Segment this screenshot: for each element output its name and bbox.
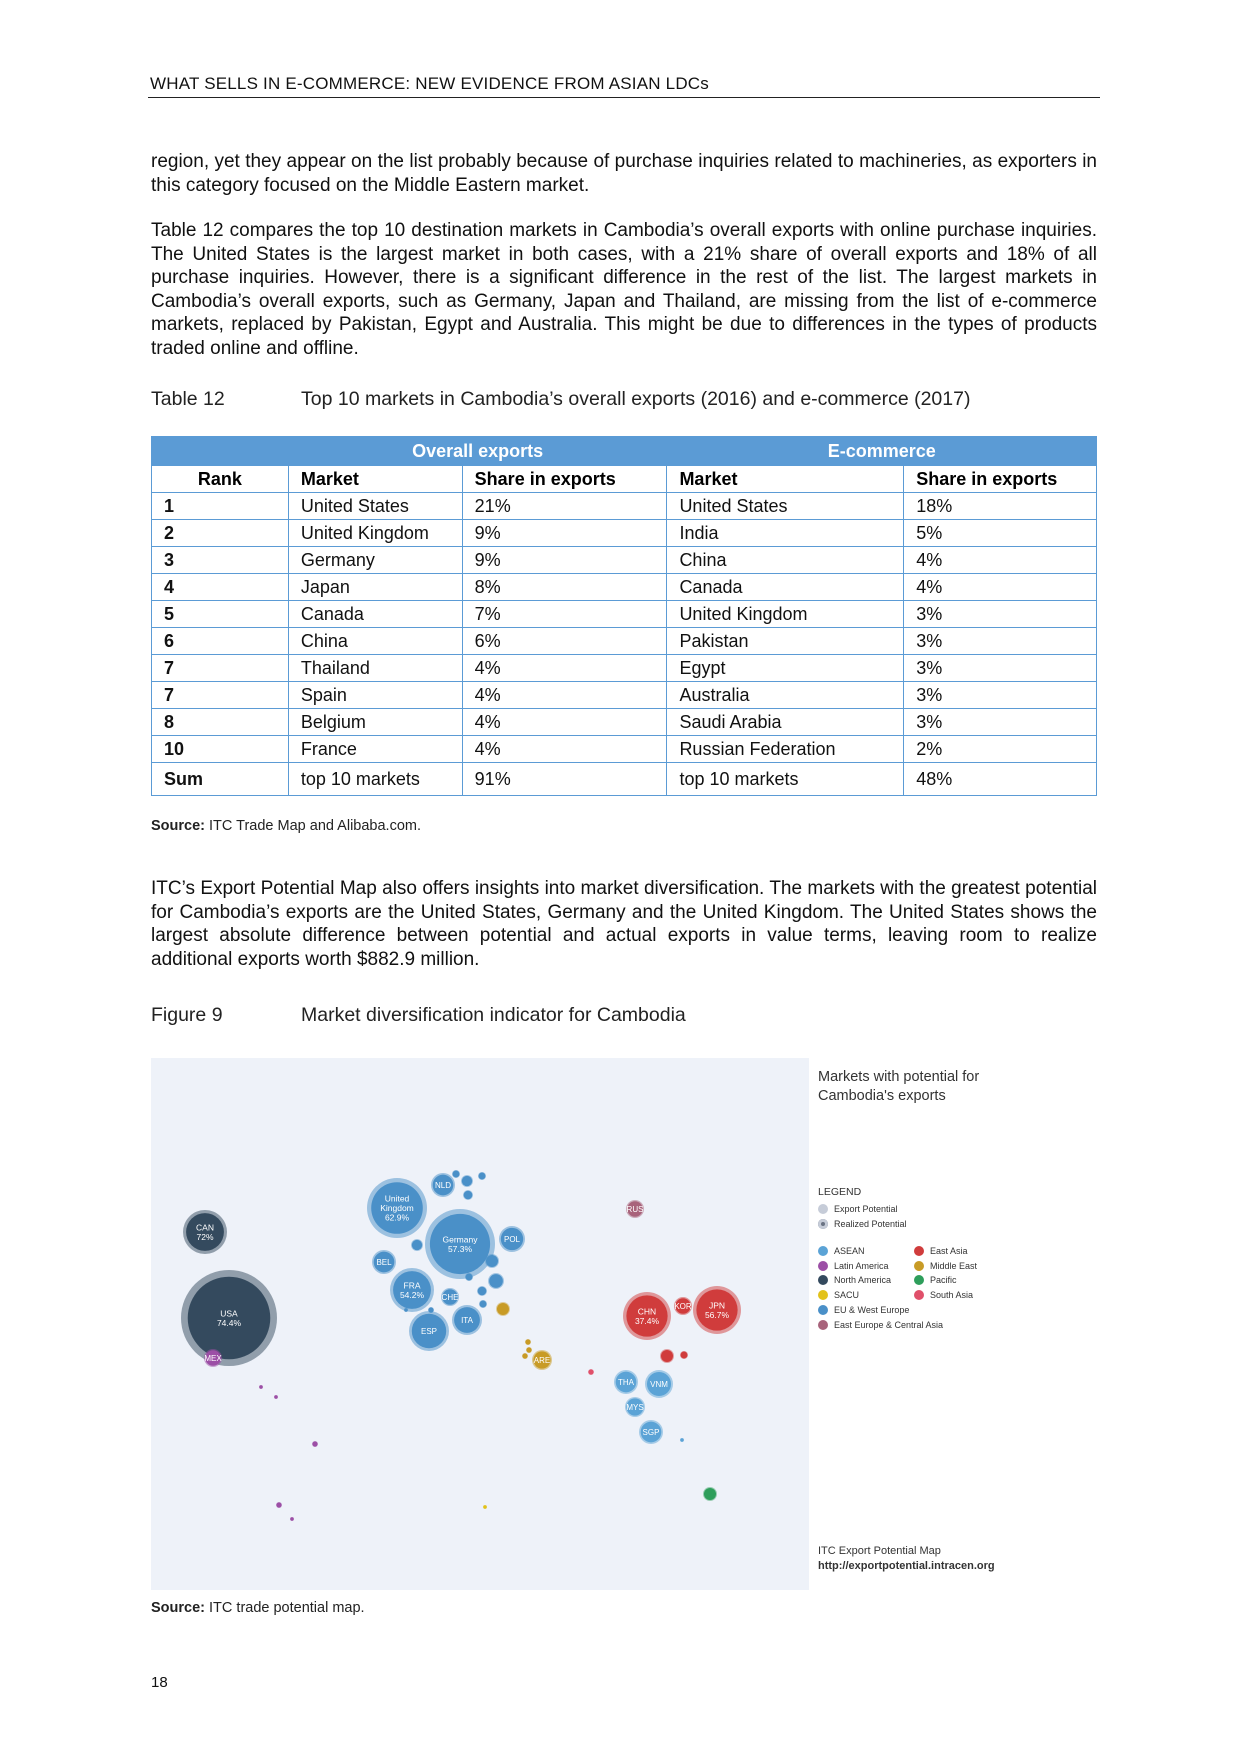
realized-potential-core [480, 1301, 487, 1308]
running-header: WHAT SELLS IN E-COMMERCE: NEW EVIDENCE FROM ASIAN LDCs [150, 74, 709, 93]
bubble-code-label: ESP [420, 1327, 438, 1336]
table-row [152, 601, 1097, 628]
cell-share-ecom: 2% [904, 736, 1097, 763]
cell-market-ecom: top 10 markets [667, 763, 904, 796]
cell-market-overall: United Kingdom [288, 520, 462, 547]
legend-heading: LEGEND [818, 1186, 862, 1198]
small-market-bubble [477, 1286, 487, 1296]
cell-market-overall: Japan [288, 574, 462, 601]
cell-rank: 8 [152, 709, 289, 736]
legend-region [818, 1275, 891, 1285]
header-rule [148, 97, 1100, 98]
small-market-bubble [525, 1339, 531, 1345]
legend-region-label: Pacific [930, 1275, 957, 1286]
market-bubble-che [441, 1288, 459, 1306]
table-row [152, 628, 1097, 655]
small-market-bubble [259, 1385, 263, 1389]
bubble-percent-label: 54.2% [399, 1289, 425, 1300]
legend-region [818, 1246, 865, 1256]
cell-rank: 2 [152, 520, 289, 547]
bubble-code-label: FRA [403, 1280, 421, 1291]
region-swatch-icon [914, 1261, 924, 1271]
legend-region [914, 1290, 973, 1300]
bubble-percent-label: 72% [196, 1231, 214, 1242]
small-market-bubble [461, 1175, 473, 1187]
legend-region-label: Latin America [834, 1260, 889, 1271]
table-row [152, 574, 1097, 601]
legend-region [818, 1290, 859, 1300]
region-swatch-icon [914, 1275, 924, 1285]
legend-region-label: East Asia [930, 1246, 968, 1256]
cell-share-ecom: 3% [904, 682, 1097, 709]
bubble-code-label: USA [220, 1308, 238, 1319]
legend-region-label: ASEAN [834, 1246, 865, 1256]
realized-potential-core [453, 1171, 460, 1178]
bubble-percent-label: 62.9% [384, 1212, 410, 1223]
market-bubble-germany [425, 1209, 495, 1279]
bubble-code-label: BEL [376, 1258, 392, 1267]
region-swatch-icon [818, 1275, 828, 1285]
figure-source [151, 1600, 365, 1616]
legend-region [914, 1261, 977, 1271]
small-market-bubble [463, 1190, 473, 1200]
cell-share-overall: 8% [462, 574, 667, 601]
figure-footer-title: ITC Export Potential Map [818, 1545, 941, 1557]
bubble-code-label: POL [503, 1235, 521, 1244]
small-market-bubble [496, 1302, 510, 1316]
table-source-label: Source: [151, 818, 205, 834]
cell-market-ecom: Pakistan [667, 628, 904, 655]
legend-region [914, 1246, 968, 1256]
cell-share-ecom: 4% [904, 574, 1097, 601]
table-row [152, 709, 1097, 736]
figure-title-line-1: Markets with potential for [818, 1069, 980, 1085]
market-bubble-usa [181, 1270, 277, 1366]
legend-region-label: South Asia [930, 1290, 974, 1301]
table-caption-number: Table 12 [151, 388, 225, 410]
cell-market-ecom: Egypt [667, 655, 904, 682]
realized-potential-core [276, 1502, 281, 1507]
realized-potential-core [588, 1369, 593, 1374]
small-market-bubble [312, 1441, 318, 1447]
cell-market-ecom: United States [667, 493, 904, 520]
paragraph-2: Table 12 compares the top 10 destination markets in Cambodia’s overall exports with online purchase inquiries. The United States is the largest market in both cases, with a 21% share of overall exports and 18% of all purchase inquiries. However, there is a significant difference in the rest of the list. The largest markets in Cambodia’s overall exports, such as Germany, Japan and Thailand, are missing from the list of e-commerce markets, replaced by Pakistan, Egypt and Australia. This might be due to differences in the types of products traded online and offline. [151, 220, 1097, 359]
figure-source-text: ITC trade potential map. [209, 1600, 365, 1616]
cell-share-overall: 4% [462, 709, 667, 736]
bubble-code-label: CHE [441, 1293, 459, 1302]
col-share-overall: Share in exports [462, 466, 667, 493]
small-market-bubble [411, 1239, 423, 1251]
cell-rank: 1 [152, 493, 289, 520]
cell-share-overall: 4% [462, 736, 667, 763]
cell-market-ecom: India [667, 520, 904, 547]
figure-caption-number: Figure 9 [151, 1004, 223, 1026]
cell-share-ecom: 3% [904, 709, 1097, 736]
legend-region-label: EU & West Europe [834, 1304, 910, 1315]
small-market-bubble [478, 1172, 486, 1180]
figure-footer-url: http://exportpotential.intracen.org [818, 1560, 995, 1572]
cell-share-ecom: 48% [904, 763, 1097, 796]
realized-potential-core [464, 1191, 473, 1200]
legend-realized-potential [818, 1219, 907, 1229]
legend-realized-label: Realized Potential [834, 1219, 907, 1229]
realized-potential-core [483, 1505, 486, 1508]
cell-share-overall: 4% [462, 655, 667, 682]
legend-export-potential [818, 1204, 898, 1214]
small-market-bubble [522, 1353, 528, 1359]
col-share-ecom: Share in exports [904, 466, 1097, 493]
region-swatch-icon [818, 1305, 828, 1315]
market-bubble-jpn [693, 1286, 741, 1334]
small-market-bubble [680, 1438, 684, 1442]
cell-share-ecom: 3% [904, 601, 1097, 628]
market-bubble-mys [625, 1397, 645, 1417]
cell-share-overall: 4% [462, 682, 667, 709]
figure-caption-text: Market diversification indicator for Cambodia [301, 1004, 686, 1026]
small-market-bubble [588, 1369, 594, 1375]
legend-region [818, 1305, 909, 1315]
cell-rank: Sum [152, 763, 289, 796]
cell-rank: 7 [152, 655, 289, 682]
cell-share-overall: 9% [462, 547, 667, 574]
cell-rank: 5 [152, 601, 289, 628]
bubble-code-label: THA [618, 1378, 634, 1387]
cell-market-overall: Belgium [288, 709, 462, 736]
cell-share-overall: 21% [462, 493, 667, 520]
bubble-percent-label: 74.4% [216, 1317, 242, 1328]
cell-rank: 4 [152, 574, 289, 601]
small-market-bubble [290, 1517, 294, 1521]
cell-market-ecom: Russian Federation [667, 736, 904, 763]
export-potential-swatch-icon [818, 1204, 828, 1214]
realized-potential-core [489, 1274, 503, 1288]
cell-market-ecom: Canada [667, 574, 904, 601]
cell-market-overall: Thailand [288, 655, 462, 682]
cell-share-ecom: 4% [904, 547, 1097, 574]
realized-potential-core [412, 1240, 422, 1250]
table-column-header [152, 466, 1097, 493]
region-swatch-icon [818, 1290, 828, 1300]
cell-share-ecom: 18% [904, 493, 1097, 520]
cell-market-overall: Canada [288, 601, 462, 628]
cell-rank: 7 [152, 682, 289, 709]
realized-potential-core [259, 1385, 262, 1388]
market-bubble-ita [452, 1305, 482, 1335]
table-caption-text: Top 10 markets in Cambodia’s overall exports (2016) and e-commerce (2017) [301, 388, 971, 410]
paragraph-1: region, yet they appear on the list probably because of purchase inquiries related to machineries, as exporters in this category focused on the Middle Eastern market. [151, 151, 1097, 196]
group-ecommerce: E-commerce [667, 437, 1097, 466]
table-source [151, 818, 421, 834]
bubble-code-label: JPN [708, 1300, 726, 1311]
legend-region [818, 1261, 889, 1271]
cell-rank: 6 [152, 628, 289, 655]
small-market-bubble [703, 1487, 717, 1501]
small-market-bubble [660, 1349, 674, 1363]
realized-potential-core [525, 1339, 530, 1344]
realized-potential-core [704, 1488, 716, 1500]
bubble-code-label: SGP [642, 1428, 660, 1437]
table-source-text: ITC Trade Map and Alibaba.com. [209, 818, 422, 834]
realized-potential-core [312, 1441, 317, 1446]
region-swatch-icon [914, 1290, 924, 1300]
realized-potential-core [478, 1287, 487, 1296]
bubble-map-panel [151, 1058, 809, 1590]
bubble-code-label: CAN [196, 1222, 214, 1233]
legend-region-label: North America [834, 1275, 892, 1286]
bubble-code-label: VNM [650, 1380, 668, 1389]
cell-market-ecom: Saudi Arabia [667, 709, 904, 736]
cell-share-overall: 7% [462, 601, 667, 628]
bubble-code-label: Kingdom [380, 1203, 414, 1213]
market-bubble-nld [431, 1173, 455, 1197]
table-group-header [152, 437, 1097, 466]
realized-potential-core [661, 1350, 673, 1362]
bubble-code-label: CHN [637, 1306, 657, 1317]
cell-market-overall: Spain [288, 682, 462, 709]
legend-region [818, 1320, 943, 1330]
market-bubble-esp [409, 1311, 449, 1351]
market-bubble-sgp [639, 1420, 663, 1444]
realized-potential-core [462, 1176, 472, 1186]
markets-table [151, 436, 1097, 796]
legend-region [914, 1275, 957, 1285]
paragraph-3: ITC’s Export Potential Map also offers insights into market diversification. The markets with the greatest potential for Cambodia’s exports are the United States, Germany and the United Kingdom. The United States shows the largest absolute difference between potential and actual exports in value terms, leaving room to realize additional exports worth $882.9 million. [151, 878, 1097, 970]
realized-potential-core [479, 1173, 486, 1180]
figure-title [818, 1068, 1058, 1106]
group-blank [152, 437, 289, 466]
bubble-code-label: United [384, 1193, 410, 1204]
region-swatch-icon [914, 1246, 924, 1256]
cell-market-ecom: United Kingdom [667, 601, 904, 628]
bubble-percent-label: 56.7% [704, 1309, 730, 1320]
bubble-code-label: RUS [626, 1205, 644, 1214]
realized-potential-core [681, 1352, 688, 1359]
table-sum-row [152, 763, 1097, 796]
table-caption [151, 388, 970, 411]
bubble-code-label: ARE [533, 1356, 551, 1365]
page-number: 18 [151, 1674, 168, 1691]
bubble-code-label: MYS [626, 1403, 644, 1412]
small-market-bubble [526, 1347, 532, 1353]
cell-market-overall: Germany [288, 547, 462, 574]
small-market-bubble [488, 1273, 504, 1289]
small-market-bubble [479, 1300, 487, 1308]
table-row [152, 547, 1097, 574]
realized-potential-core [290, 1517, 293, 1520]
region-swatch-icon [818, 1246, 828, 1256]
cell-rank: 10 [152, 736, 289, 763]
group-overall-exports: Overall exports [288, 437, 667, 466]
bubble-code-label: NLD [434, 1181, 452, 1190]
market-bubble-fra [390, 1268, 434, 1312]
table-row [152, 682, 1097, 709]
cell-market-overall: France [288, 736, 462, 763]
cell-market-ecom: Australia [667, 682, 904, 709]
figure-source-label: Source: [151, 1600, 205, 1616]
market-bubble-kor [674, 1297, 692, 1315]
cell-share-ecom: 5% [904, 520, 1097, 547]
region-swatch-icon [818, 1320, 828, 1330]
market-bubble-chn [623, 1292, 671, 1340]
col-market-overall: Market [288, 466, 462, 493]
legend-region-label: Middle East [930, 1260, 978, 1271]
table-row [152, 520, 1097, 547]
region-swatch-icon [818, 1261, 828, 1271]
bubble-percent-label: 57.3% [447, 1243, 473, 1254]
bubble-code-label: KOR [674, 1302, 692, 1311]
market-bubble-are [532, 1350, 552, 1370]
cell-share-overall: 6% [462, 628, 667, 655]
small-market-bubble [276, 1502, 282, 1508]
small-market-bubble [274, 1395, 278, 1399]
realized-potential-core [497, 1303, 509, 1315]
bubble-code-label: ITA [461, 1316, 473, 1325]
figure-title-line-2: Cambodia's exports [818, 1088, 946, 1104]
cell-rank: 3 [152, 547, 289, 574]
small-market-bubble [483, 1505, 487, 1509]
table-row [152, 493, 1097, 520]
table-row [152, 655, 1097, 682]
cell-market-overall: United States [288, 493, 462, 520]
col-rank: Rank [152, 466, 289, 493]
market-bubble-united [367, 1178, 427, 1238]
market-bubble-vnm [645, 1370, 673, 1398]
cell-market-overall: China [288, 628, 462, 655]
small-market-bubble [452, 1170, 460, 1178]
cell-share-ecom: 3% [904, 628, 1097, 655]
cell-share-ecom: 3% [904, 655, 1097, 682]
small-market-bubble [680, 1351, 688, 1359]
cell-market-overall: top 10 markets [288, 763, 462, 796]
bubble-map [151, 1058, 809, 1590]
bubble-code-label: MEX [204, 1354, 222, 1363]
bubble-percent-label: 37.4% [634, 1315, 660, 1326]
bubble-code-label: Germany [442, 1234, 478, 1245]
market-bubble-pol [499, 1226, 525, 1252]
legend-region-label: SACU [834, 1290, 860, 1301]
market-bubble-can [183, 1210, 227, 1254]
cell-share-overall: 9% [462, 520, 667, 547]
market-bubble-bel [372, 1250, 396, 1274]
market-bubble-rus [626, 1200, 644, 1218]
figure-caption [151, 1004, 686, 1027]
realized-potential-swatch-icon [818, 1219, 828, 1229]
cell-market-ecom: China [667, 547, 904, 574]
cell-share-overall: 91% [462, 763, 667, 796]
market-bubble-tha [614, 1370, 638, 1394]
realized-potential-core [522, 1353, 527, 1358]
realized-potential-core [526, 1347, 531, 1352]
table-row [152, 736, 1097, 763]
legend-export-label: Export Potential [834, 1204, 898, 1214]
col-market-ecom: Market [667, 466, 904, 493]
legend-region-label: East Europe & Central Asia [834, 1319, 944, 1330]
realized-potential-core [680, 1438, 683, 1441]
realized-potential-core [274, 1395, 277, 1398]
